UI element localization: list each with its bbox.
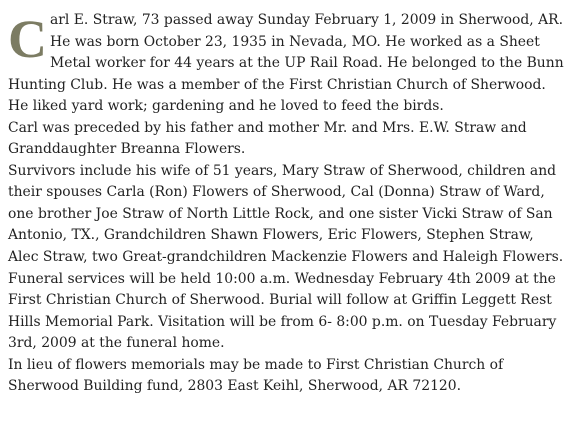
obituary-paragraph-intro	[8, 10, 564, 118]
obituary-text	[8, 10, 564, 398]
obituary-paragraph-memorials: In lieu of flowers memorials may be made to First Christian Church of Sherwood Building fund, 2803 East Keihl, Sherwood, AR 72120.	[8, 356, 504, 395]
obituary-paragraph-survivors: Survivors include his wife of 51 years, Mary Straw of Sherwood, children and their spouses Carla (Ron) Flowers of Sherwood, Cal (Donna) Straw of Ward, one brother Joe Straw of North Little Rock, and one sister Vicki Straw of San Antonio, TX., Grandchildren Shawn Flowers, Eric Flowers, Stephen Straw, Alec Straw, two Great-grandchildren Mackenzie Flowers and Haleigh Flowers.	[8, 162, 564, 266]
obituary-paragraph-services: Funeral services will be held 10:00 a.m. Wednesday February 4th 2009 at the First Christian Church of Sherwood. Burial will follow at Griffin Leggett Rest Hills Memorial Park. Visitation will be from 6- 8:00 p.m. on Tuesday February 3rd, 2009 at the funeral home.	[8, 270, 557, 352]
drop-cap-letter: C	[8, 9, 47, 69]
obituary-paragraph-preceded: Carl was preceded by his father and mother Mr. and Mrs. E.W. Straw and Granddaughter Breanna Flowers.	[8, 119, 527, 158]
intro-text: arl E. Straw, 73 passed away Sunday February 1, 2009 in Sherwood, AR. He was born October 23, 1935 in Nevada, MO. He worked as a Sheet Metal worker for 44 years at the UP Rail Road. He belonged to the Bunn Hunting Club. He was a member of the First Christian Church of Sherwood. He liked yard work; gardening and he loved to feed the birds.	[8, 12, 564, 115]
